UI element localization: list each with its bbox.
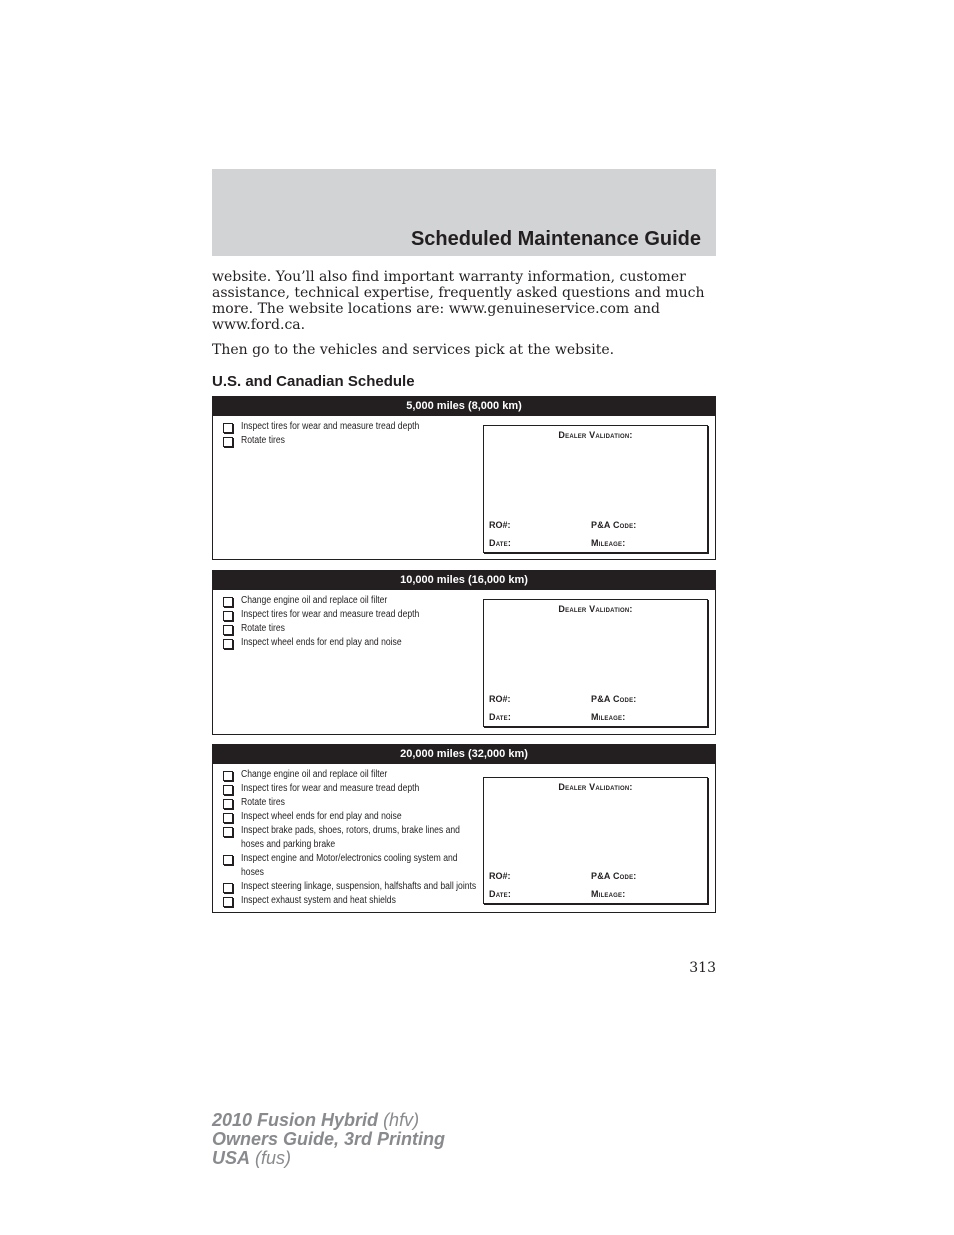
task-label: Change engine oil and replace oil filter — [241, 769, 388, 780]
dealer-validation-box — [483, 777, 708, 904]
schedule-title: 10,000 miles (16,000 km) — [213, 571, 715, 590]
footer-line-1 — [212, 1111, 445, 1130]
date-label: Date: — [489, 889, 512, 899]
checkbox[interactable] — [223, 597, 233, 607]
checkbox[interactable] — [223, 639, 233, 649]
ro-number-label: RO#: — [489, 520, 511, 530]
task-label: Inspect tires for wear and measure tread depth — [241, 609, 420, 620]
dealer-validation-label: Dealer Validation: — [558, 430, 633, 440]
checkbox[interactable] — [223, 785, 233, 795]
dealer-validation-box — [483, 425, 708, 553]
task-label: Change engine oil and replace oil filter — [241, 595, 388, 606]
mileage-label: Mileage: — [591, 889, 626, 899]
footer-line-3 — [212, 1149, 445, 1168]
pa-code-label: P&A Code: — [591, 520, 637, 530]
task-item — [221, 608, 483, 622]
mileage-label: Mileage: — [591, 538, 626, 548]
task-item — [221, 636, 483, 650]
task-label: Inspect engine and Motor/electronics cooling system and hoses — [241, 853, 458, 878]
ro-number-label: RO#: — [489, 694, 511, 704]
checkbox[interactable] — [223, 813, 233, 823]
task-item — [221, 434, 483, 448]
checkbox[interactable] — [223, 625, 233, 635]
checkbox[interactable] — [223, 771, 233, 781]
checkbox[interactable] — [223, 611, 233, 621]
task-label: Inspect wheel ends for end play and noise — [241, 637, 402, 648]
task-label: Rotate tires — [241, 623, 285, 634]
task-item — [221, 852, 483, 880]
task-list — [221, 594, 483, 650]
document-footer — [212, 1111, 445, 1168]
date-label: Date: — [489, 538, 512, 548]
task-label: Inspect tires for wear and measure tread depth — [241, 783, 420, 794]
ro-number-label: RO#: — [489, 871, 511, 881]
pa-code-label: P&A Code: — [591, 871, 637, 881]
task-item — [221, 894, 483, 908]
schedule-card-20000 — [212, 744, 716, 913]
pa-code-label: P&A Code: — [591, 694, 637, 704]
footer-model-code: (hfv) — [383, 1110, 420, 1130]
date-label: Date: — [489, 712, 512, 722]
mileage-label: Mileage: — [591, 712, 626, 722]
schedule-card-5000 — [212, 396, 716, 560]
task-label: Inspect wheel ends for end play and noise — [241, 811, 402, 822]
task-item — [221, 768, 483, 782]
task-item — [221, 594, 483, 608]
checkbox[interactable] — [223, 897, 233, 907]
footer-line-2 — [212, 1130, 445, 1149]
checkbox[interactable] — [223, 423, 233, 433]
task-label: Rotate tires — [241, 435, 285, 446]
dealer-validation-label: Dealer Validation: — [558, 604, 633, 614]
task-item — [221, 880, 483, 894]
page-title: Scheduled Maintenance Guide — [410, 228, 701, 250]
task-label: Inspect steering linkage, suspension, halfshafts and ball joints — [241, 881, 477, 892]
task-item — [221, 420, 483, 434]
task-list — [221, 420, 483, 448]
page-number: 313 — [689, 960, 716, 976]
footer-market-code: (fus) — [255, 1148, 292, 1168]
checkbox[interactable] — [223, 799, 233, 809]
footer-model: 2010 Fusion Hybrid — [212, 1110, 379, 1130]
checkbox[interactable] — [223, 855, 233, 865]
task-item — [221, 810, 483, 824]
task-label: Inspect brake pads, shoes, rotors, drums, brake lines and hoses and parking brake — [241, 825, 460, 850]
task-label: Inspect exhaust system and heat shields — [241, 895, 396, 906]
footer-printing: Owners Guide, 3rd Printing — [212, 1129, 446, 1149]
task-label: Inspect tires for wear and measure tread depth — [241, 421, 420, 432]
schedule-card-10000 — [212, 570, 716, 735]
dealer-validation-label: Dealer Validation: — [558, 782, 633, 792]
footer-market: USA — [212, 1148, 251, 1168]
checkbox[interactable] — [223, 827, 233, 837]
schedule-title: 20,000 miles (32,000 km) — [213, 745, 715, 764]
task-item — [221, 622, 483, 636]
header-band — [212, 169, 716, 256]
intro-paragraph: website. You’ll also find important warranty information, customer assistance, technical expertise, frequently asked questions and much more. The website locations are: www.genuineservice.com and www.ford.ca. — [212, 269, 705, 333]
schedule-title: 5,000 miles (8,000 km) — [213, 397, 715, 416]
task-item — [221, 782, 483, 796]
task-item — [221, 824, 483, 852]
dealer-validation-box — [483, 599, 708, 727]
task-label: Rotate tires — [241, 797, 285, 808]
task-list — [221, 768, 483, 908]
section-heading: U.S. and Canadian Schedule — [212, 373, 415, 390]
checkbox[interactable] — [223, 883, 233, 893]
checkbox[interactable] — [223, 437, 233, 447]
website-instruction-paragraph: Then go to the vehicles and services pick at the website. — [212, 342, 615, 358]
task-item — [221, 796, 483, 810]
